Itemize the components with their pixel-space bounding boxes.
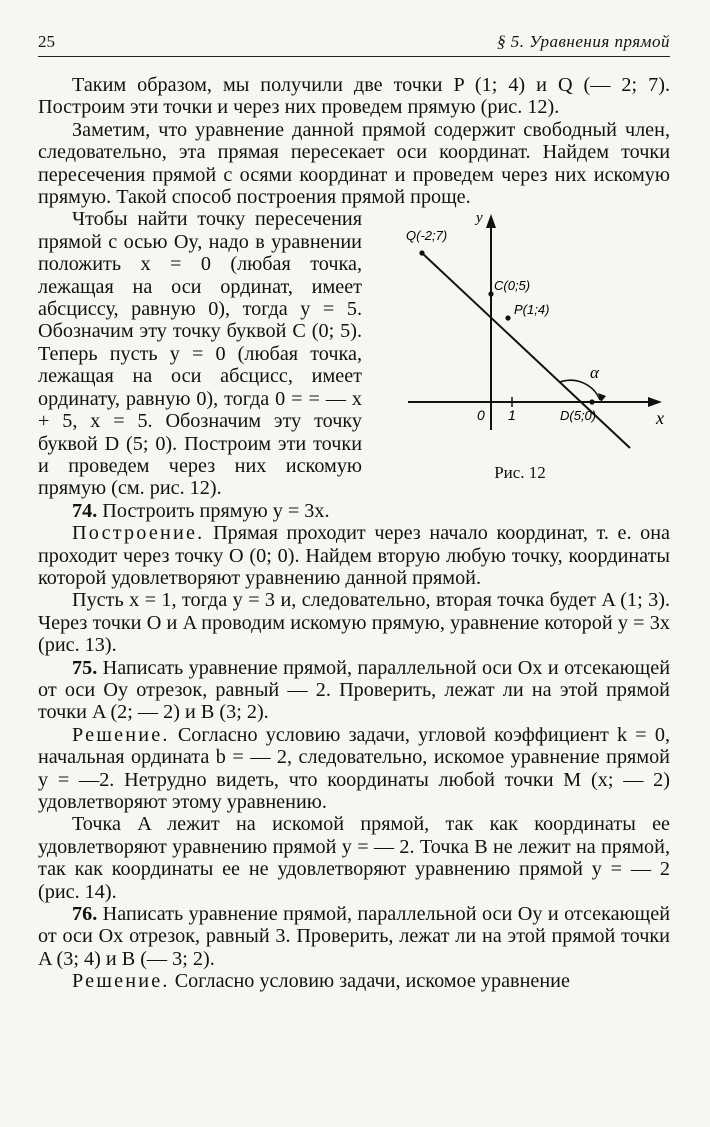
tick-one-label: 1 <box>508 407 516 424</box>
point-q <box>419 251 424 256</box>
paragraph: Чтобы найти точку пересечения прямой с осью Oy, надо в уравнении положить x = 0 (любая точка, лежащая на оси ординат, имеет абсциссу, равную 0), тогда y = 5. Обозначим эту точку буквой C (0; 5). Теперь пусть y = 0 (любая точка, лежащая на оси абсцисс, имеет ординату, равную 0), тогда 0 = = — x + 5, x = 5. Обозначим эту точку буквой D (5; 0). Построим эти точки и проведем через них искомую прямую (см. рис. 12). <box>38 208 362 500</box>
paragraph: Точка A лежит на искомой прямой, так как координаты ее удовлетворяют уравнению прямой y = — 2. Точка B не лежит на прямой, так как координаты ее не удовлетворяют уравнению прямой y = — 2 (рис. 14). <box>38 813 670 903</box>
problem-text: Написать уравнение прямой, параллельной оси Ox и отсекающей от оси Oy отрезок, равный — 2. Проверить, лежат ли на этой прямой точки A (2; — 2) и B (3; 2). <box>38 656 670 724</box>
construction-paragraph <box>38 522 670 589</box>
y-axis-label: y <box>476 210 483 227</box>
solution-text: Согласно условию задачи, искомое уравнение <box>174 970 570 993</box>
running-head: § 5. Уравнения прямой <box>497 32 670 51</box>
paragraph: Заметим, что уравнение данной прямой содержит свободный член, следовательно, эта прямая пересекает оси координат. Найдем точки пересечения прямой с осями координат и проведем через них искомую прямую. Такой способ построения прямой проще. <box>38 118 670 209</box>
problem-number: 75. <box>72 656 98 679</box>
y-axis-arrow <box>486 214 496 228</box>
point-p <box>505 316 510 321</box>
page-header <box>38 30 670 57</box>
origin-label: 0 <box>477 407 485 424</box>
point-p-label: P(1;4) <box>514 302 550 318</box>
page-number: 25 <box>38 32 55 51</box>
point-c-label: C(0;5) <box>494 278 531 294</box>
problem-text: Построить прямую y = 3x. <box>102 499 330 522</box>
figure-12 <box>370 208 670 504</box>
construction-label: Построение. <box>72 522 205 545</box>
paragraph: Таким образом, мы получили две точки P (1; 4) и Q (— 2; 7). Построим эти точки и через них проведем прямую (рис. 12). <box>38 74 670 119</box>
solution-text: Согласно условию задачи, угловой коэффициент k = 0, начальная ордината b = — 2, следовательно, искомое уравнение прямой y = —2. Нетрудно видеть, что координаты любой точки M (x; — 2) удовлетворяют этому уравнению. <box>38 723 671 813</box>
point-d-label: D(5;0) <box>560 408 597 424</box>
alpha-label: α <box>590 363 599 383</box>
solution-paragraph <box>38 970 670 992</box>
solution-label: Решение. <box>72 723 170 746</box>
point-q-label: Q(-2;7) <box>406 228 448 244</box>
alpha-arc <box>560 381 600 401</box>
point-c <box>488 292 493 297</box>
problem-75 <box>38 657 670 724</box>
problem-76 <box>38 903 670 970</box>
point-d <box>589 400 594 405</box>
paragraph: Пусть x = 1, тогда y = 3 и, следовательно, вторая точка будет A (1; 3). Через точки O и A проводим искомую прямую, уравнение которой y = 3x (рис. 13). <box>38 589 670 657</box>
figure-12-graph <box>370 208 670 458</box>
figure-caption: Рис. 12 <box>494 463 546 483</box>
solution-label: Решение. <box>72 970 170 993</box>
solution-paragraph <box>38 724 670 814</box>
problem-text: Написать уравнение прямой, параллельной оси Oy и отсекающей от оси Ox отрезок, равный 3. Проверить, лежат ли на этой прямой точки A (3; 4) и B (— 3; 2). <box>38 903 670 970</box>
construction-text: Прямая проходит через начало координат, т. е. она проходит через точку O (0; 0). Найдем вторую любую точку, координаты которой удовлетворяют уравнению данной прямой. <box>38 522 671 589</box>
x-axis-label: x <box>656 408 664 429</box>
problem-number: 76. <box>72 903 98 926</box>
x-axis-arrow <box>648 397 662 407</box>
problem-number: 74. <box>72 499 98 522</box>
body-text <box>38 74 670 993</box>
